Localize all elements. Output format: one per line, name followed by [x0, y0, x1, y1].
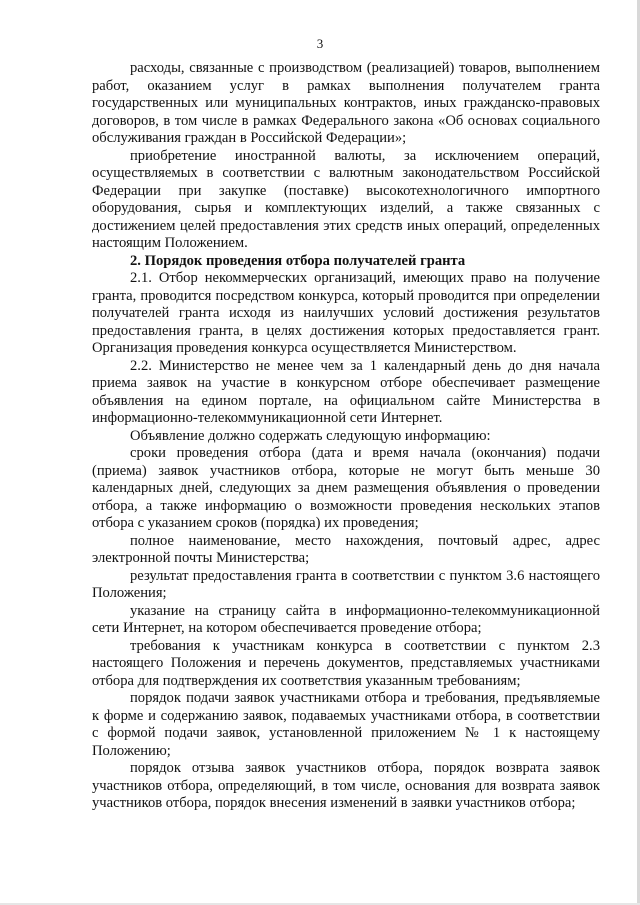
paragraph: сроки проведения отбора (дата и время начала (окончания) подачи (приема) заявок участников отбора, которые не могут быть меньше 30 календарных дней, следующих за днем размещения объявления о проведении отбора, а также информацию о возможности проведения нескольких этапов отбора с указанием сроков (порядка) их проведения;	[92, 445, 600, 531]
paragraph: указание на страницу сайта в информационно-телекоммуникационной сети Интернет, на котором обеспечивается проведение отбора;	[92, 602, 600, 636]
section-heading: 2. Порядок проведения отбора получателей гранта	[130, 252, 466, 269]
paragraph: требования к участникам конкурса в соответствии с пунктом 2.3 настоящего Положения и перечень документов, представляемых участниками отбора для подтверждения их соответствия указанным требованиям;	[92, 637, 600, 689]
paragraph: Объявление должно содержать следующую информацию:	[130, 427, 491, 444]
paragraph: 2.1. Отбор некоммерческих организаций, имеющих право на получение гранта, проводится посредством конкурса, который проводится при определении получателей гранта исходя из наилучших условий достижения результатов предоставления гранта, в целях достижения которых предоставляется грант. Организация проведения конкурса осуществляется Министерством.	[92, 270, 600, 356]
paragraph: результат предоставления гранта в соответствии с пунктом 3.6 настоящего Положения;	[92, 567, 600, 601]
paragraph: 2.2. Министерство не менее чем за 1 календарный день до дня начала приема заявок на участие в конкурсном отборе обеспечивает размещение объявления на едином портале, на официальном сайте Министерства в информационно-телекоммуникационной сети Интернет.	[92, 357, 600, 426]
document-body	[92, 60, 600, 813]
paragraph: полное наименование, место нахождения, почтовый адрес, адрес электронной почты Министерства;	[92, 532, 600, 566]
page-number: 3	[316, 36, 324, 51]
paragraph: порядок подачи заявок участниками отбора и требования, предъявляемые к форме и содержанию заявок, подаваемых участниками отбора, в соответствии с формой подачи заявок, установленной приложением № 1 к настоящему Положению;	[92, 690, 600, 759]
paragraph: приобретение иностранной валюты, за исключением операций, осуществляемых в соответствии с валютным законодательством Российской Федерации при закупке (поставке) высокотехнологичного импортного оборудования, сырья и комплектующих изделий, а также связанных с достижением целей предоставления этих средств иных операций, определенных настоящим Положением.	[92, 147, 600, 251]
paragraph: расходы, связанные с производством (реализацией) товаров, выполнением работ, оказанием услуг в рамках выполнения получателем гранта государственных или муниципальных контрактов, иных гражданско-правовых договоров, в том числе в рамках Федерального закона «Об основах социального обслуживания граждан в Российской Федерации»;	[92, 60, 600, 146]
paragraph: порядок отзыва заявок участников отбора, порядок возврата заявок участников отбора, определяющий, в том числе, основания для возврата заявок участников отбора, порядок внесения изменений в заявки участников отбора;	[92, 760, 600, 811]
